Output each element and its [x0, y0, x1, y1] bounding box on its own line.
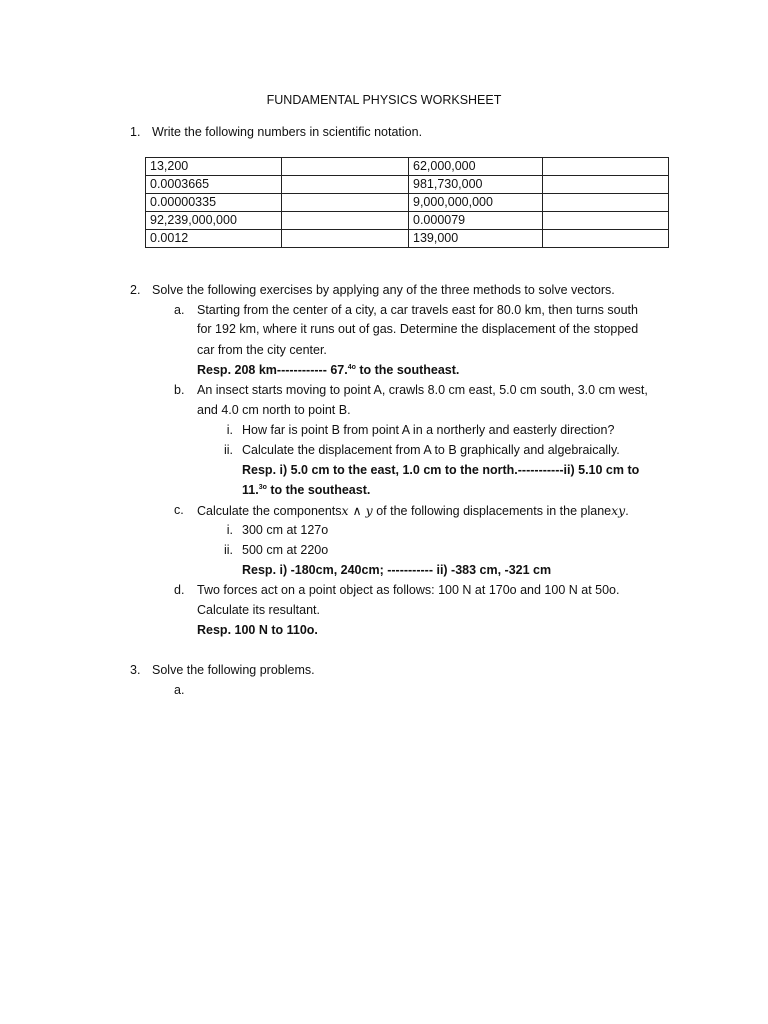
- answer-cell: [543, 212, 669, 230]
- item-a-line-1: Starting from the center of a city, a car travels east for 80.0 km, then turns south: [197, 303, 638, 317]
- answer-cell: [282, 230, 409, 248]
- table-cell: 0.0012: [146, 230, 282, 248]
- item-d-label: d.: [174, 583, 185, 597]
- response-superscript: 3o: [258, 483, 267, 491]
- item-b-line-2: and 4.0 cm north to point B.: [197, 403, 351, 417]
- item-b-ii-label: ii.: [223, 443, 233, 457]
- item-b-ii-text: Calculate the displacement from A to B graphically and algebraically.: [242, 443, 620, 457]
- question-3-number: 3.: [130, 663, 141, 677]
- table-row: [146, 176, 669, 194]
- table-cell: 13,200: [146, 158, 282, 176]
- answer-cell: [282, 194, 409, 212]
- item-a-line-2: for 192 km, where it runs out of gas. Determine the displacement of the stopped: [197, 322, 639, 336]
- math-xy: xy: [611, 503, 626, 518]
- response-text: Resp. 208 km------------ 67.: [197, 363, 348, 377]
- question-2-number: 2.: [130, 283, 141, 297]
- item-a-response: [197, 363, 459, 377]
- item-c-text: [197, 503, 629, 518]
- item-b-label: b.: [174, 383, 185, 397]
- answer-cell: [543, 176, 669, 194]
- table-cell: 92,239,000,000: [146, 212, 282, 230]
- answer-cell: [282, 158, 409, 176]
- item-b-i-label: i.: [226, 423, 233, 437]
- table-cell: 62,000,000: [409, 158, 543, 176]
- question-1-number: 1.: [130, 125, 141, 139]
- question-2-text: Solve the following exercises by applying any of the three methods to solve vectors.: [152, 283, 615, 297]
- question-3-text: Solve the following problems.: [152, 663, 315, 677]
- response-superscript: 4o: [347, 363, 356, 371]
- item-b-response-line-1: Resp. i) 5.0 cm to the east, 1.0 cm to the north.-----------ii) 5.10 cm to: [242, 463, 640, 477]
- table-row: [146, 212, 669, 230]
- item-c-response: Resp. i) -180cm, 240cm; ----------- ii) -383 cm, -321 cm: [242, 563, 552, 577]
- item-3a-label: a.: [174, 683, 185, 697]
- item-c-ii-text: 500 cm at 220o: [242, 543, 329, 557]
- table-cell: 0.00000335: [146, 194, 282, 212]
- answer-cell: [282, 212, 409, 230]
- answer-cell: [282, 176, 409, 194]
- table-cell: 981,730,000: [409, 176, 543, 194]
- item-a-line-3: car from the city center.: [197, 343, 327, 357]
- item-c-text-start: Calculate the components: [197, 504, 342, 518]
- item-c-label: c.: [174, 503, 184, 517]
- item-d-line-1: Two forces act on a point object as follows: 100 N at 170o and 100 N at 50o.: [197, 583, 620, 597]
- table-row: [146, 158, 669, 176]
- answer-cell: [543, 230, 669, 248]
- answer-cell: [543, 158, 669, 176]
- table-row: [146, 194, 669, 212]
- answer-cell: [543, 194, 669, 212]
- table-row: [146, 230, 669, 248]
- table-cell: 0.000079: [409, 212, 543, 230]
- item-b-response-line-2: [242, 483, 370, 497]
- item-b-i-text: How far is point B from point A in a northerly and easterly direction?: [242, 423, 615, 437]
- page-title: FUNDAMENTAL PHYSICS WORKSHEET: [266, 93, 502, 107]
- question-1-text: Write the following numbers in scientific notation.: [152, 125, 423, 139]
- table-cell: 139,000: [409, 230, 543, 248]
- item-c-i-text: 300 cm at 127o: [242, 523, 329, 537]
- response-text-end: to the southeast.: [266, 483, 371, 497]
- item-c-i-label: i.: [226, 523, 233, 537]
- item-a-label: a.: [174, 303, 185, 317]
- scientific-notation-table: [145, 157, 669, 248]
- item-d-response: Resp. 100 N to 110o.: [197, 623, 318, 637]
- table-cell: 9,000,000,000: [409, 194, 543, 212]
- item-c-ii-label: ii.: [223, 543, 233, 557]
- math-x-and-y: x ∧ y: [341, 503, 373, 518]
- item-b-line-1: An insect starts moving to point A, crawls 8.0 cm east, 5.0 cm south, 3.0 cm west,: [197, 383, 648, 397]
- item-c-text-end: .: [625, 504, 629, 518]
- item-c-text-middle: of the following displacements in the plane: [372, 504, 612, 518]
- response-text: 11.: [242, 483, 259, 497]
- response-text-end: to the southeast.: [355, 363, 460, 377]
- table-cell: 0.0003665: [146, 176, 282, 194]
- item-d-line-2: Calculate its resultant.: [197, 603, 320, 617]
